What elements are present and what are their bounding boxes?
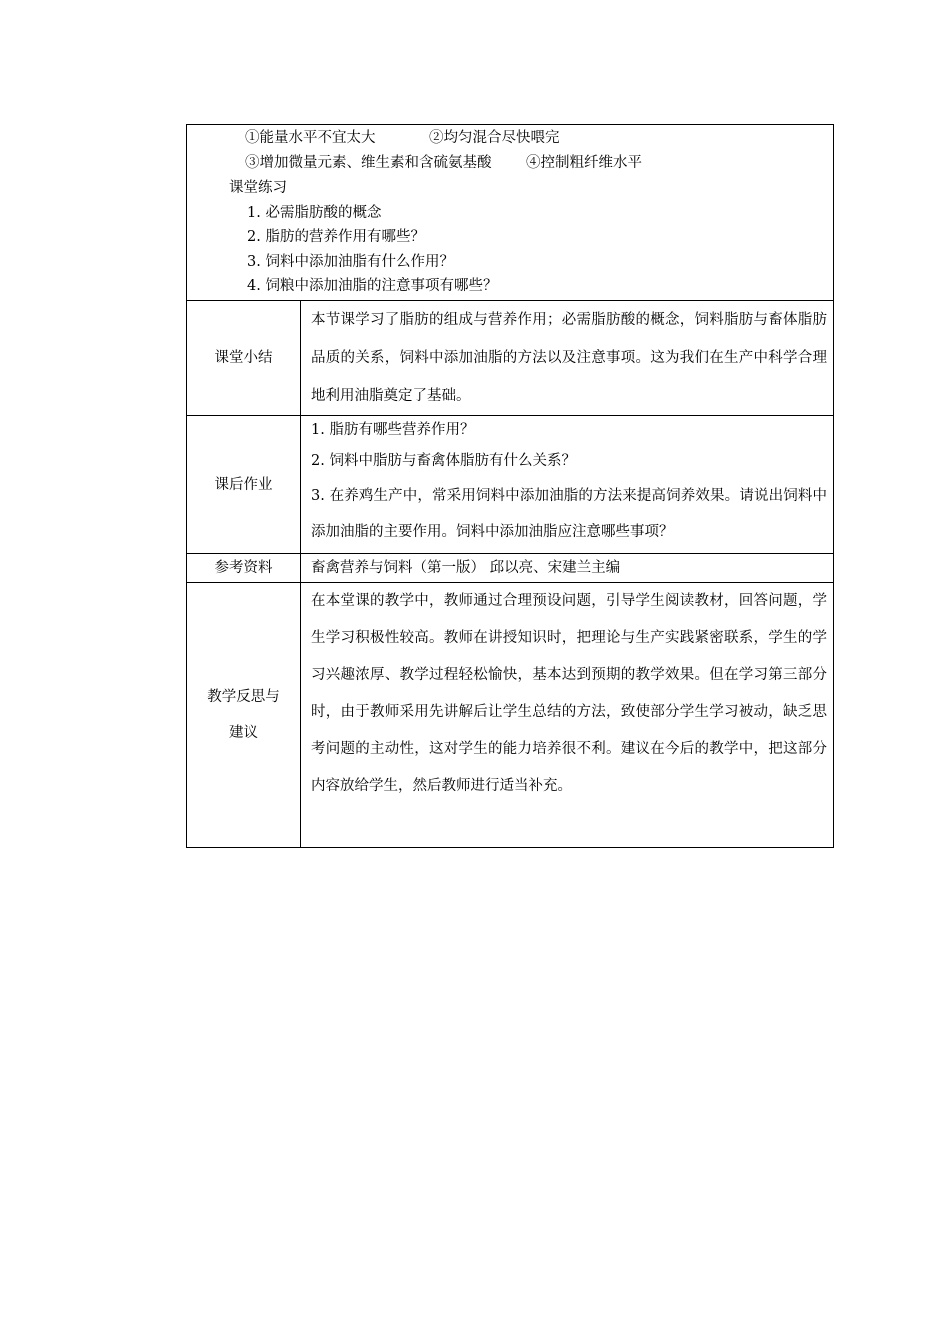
homework-item: 1. 脂肪有哪些营养作用？ — [311, 422, 475, 438]
reflection-label: 教学反思与建议 — [207, 689, 280, 741]
reference-row — [187, 554, 834, 583]
exercise-heading: 课堂练习 — [229, 180, 287, 196]
homework-label: 课后作业 — [187, 416, 301, 554]
note-mixing: ②均匀混合尽快喂完 — [429, 130, 560, 146]
summary-row — [187, 301, 834, 416]
top-notes-cell — [187, 125, 834, 301]
homework-row — [187, 416, 834, 554]
reference-text: 畜禽营养与饲料（第一版） 邱以亮、宋建兰主编 — [311, 560, 621, 576]
lesson-plan-table — [186, 124, 834, 848]
reflection-text: 在本堂课的教学中，教师通过合理预设问题，引导学生阅读教材，回答问题，学生学习积极性较高。教师在讲授知识时，把理论与生产实践紧密联系，学生的学习兴趣浓厚、教学过程轻松愉快，基本达到预期的教学效果。但在学习第三部分时，由于教师采用先讲解后让学生总结的方法，致使部分学生学习被动，缺乏思考问题的主动性，这对学生的能力培养很不利。建议在今后的教学中，把这部分内容放给学生，然后教师进行适当补充。 — [311, 593, 827, 794]
reflection-row — [187, 583, 834, 848]
exercise-item: 2. 脂肪的营养作用有哪些？ — [247, 229, 425, 245]
exercise-item: 1. 必需脂肪酸的概念 — [247, 205, 382, 221]
top-notes-row — [187, 125, 834, 301]
note-fiber: ④控制粗纤维水平 — [526, 155, 642, 171]
summary-text: 本节课学习了脂肪的组成与营养作用；必需脂肪酸的概念，饲料脂肪与畜体脂肪品质的关系，饲料中添加油脂的方法以及注意事项。这为我们在生产中科学合理地利用油脂奠定了基础。 — [311, 312, 827, 404]
exercise-item: 3. 饲料中添加油脂有什么作用？ — [247, 254, 454, 270]
homework-item: 3. 在养鸡生产中，常采用饲料中添加油脂的方法来提高饲养效果。请说出饲料中添加油脂的主要作用。饲料中添加油脂应注意哪些事项？ — [311, 488, 827, 540]
reflection-cell — [301, 583, 834, 848]
reference-label: 参考资料 — [187, 554, 301, 583]
note-energy: ①能量水平不宜太大 — [245, 130, 376, 146]
note-trace-elements: ③增加微量元素、维生素和含硫氨基酸 — [245, 155, 492, 171]
reference-cell — [301, 554, 834, 583]
summary-label: 课堂小结 — [187, 301, 301, 416]
reflection-label-cell — [187, 583, 301, 848]
homework-cell — [301, 416, 834, 554]
exercise-item: 4. 饲粮中添加油脂的注意事项有哪些？ — [247, 278, 498, 294]
summary-cell — [301, 301, 834, 416]
homework-item: 2. 饲料中脂肪与畜禽体脂肪有什么关系？ — [311, 453, 576, 469]
